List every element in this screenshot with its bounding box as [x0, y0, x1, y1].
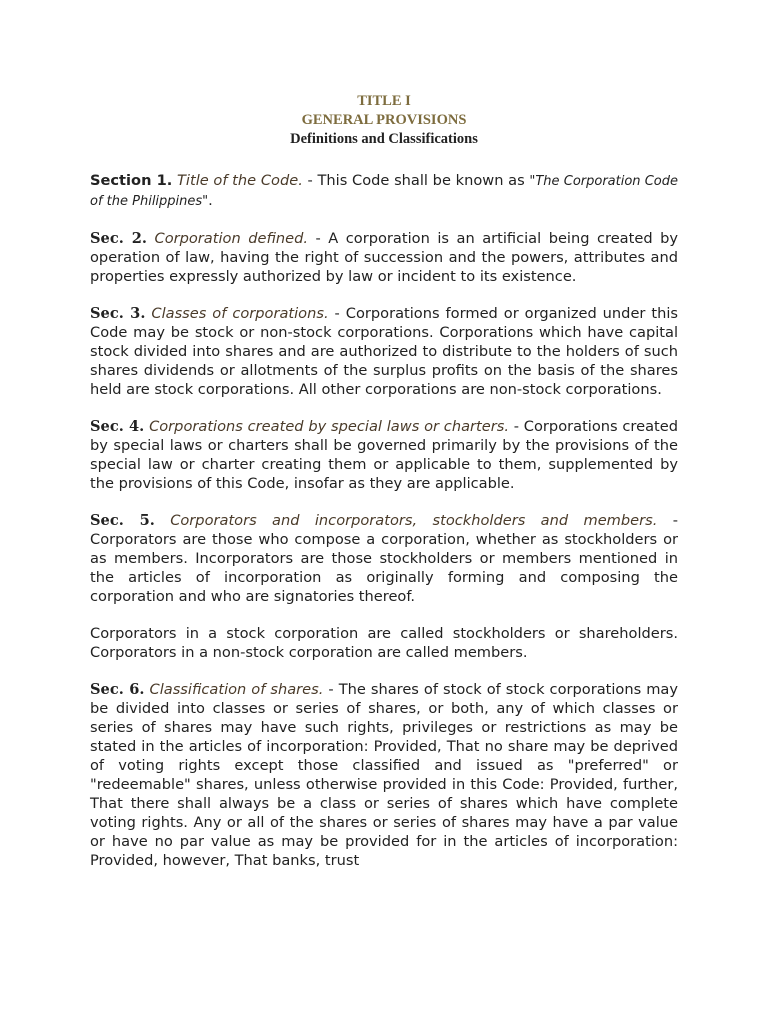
section-4-title: Corporations created by special laws or charters. [149, 418, 509, 435]
section-1-title: Title of the Code. [177, 172, 303, 189]
section-6-label: Sec. 6. [90, 681, 145, 698]
section-2-text: - A corporation is an artificial being created by operation of law, having the right of succession and the powers, attributes and properties expressly authorized by law or incident to its existence. [90, 230, 678, 285]
section-4-text: - Corporations created by special laws or charters shall be governed primarily by the provisions of the special law or charter creating them or applicable to them, supplemented by the provisions of this Code, insofar as they are applicable. [90, 418, 678, 492]
section-6-title: Classification of shares. [149, 681, 324, 698]
section-5-paragraph-2: Corporators in a stock corporation are called stockholders or shareholders. Corporators in a non-stock corporation are called members. [90, 625, 678, 661]
subheading: Definitions and Classifications [290, 131, 478, 147]
section-6 [90, 680, 678, 870]
document-page [90, 92, 678, 870]
section-4-label: Sec. 4. [90, 418, 145, 435]
section-2-label: Sec. 2. [90, 230, 147, 247]
section-1 [90, 171, 678, 211]
section-3 [90, 304, 678, 399]
section-1-text: - This Code shall be known as [302, 172, 530, 189]
document-heading [90, 92, 678, 149]
section-2-title: Corporation defined. [154, 230, 309, 247]
title-heading: TITLE I [357, 93, 411, 109]
section-1-label: Section 1. [90, 172, 173, 189]
section-6-text: - The shares of stock of stock corporations may be divided into classes or series of shares, or both, any of which classes or series of shares may have such rights, privileges or restrictions as may be stated in the articles of incorporation: Provided, That no share may be deprived of voting rights except those classified and issued as "preferred" or "redeemable" shares, unless otherwise provided in this Code: Provided, further, That there shall always be a class or series of shares which have complete voting rights. Any or all of the shares or series of shares may have a par value or have no par value as may be provided for in the articles of incorporation: Provided, however, That banks, trust [90, 681, 678, 869]
section-1-quote: "The Corporation Code of the Philippines" [90, 174, 679, 209]
section-1-end: . [208, 192, 213, 209]
section-5 [90, 511, 678, 606]
section-3-label: Sec. 3. [90, 305, 146, 322]
general-provisions-heading: GENERAL PROVISIONS [301, 112, 467, 128]
section-5-label: Sec. 5. [90, 512, 155, 529]
section-4 [90, 417, 678, 493]
section-3-title: Classes of corporations. [151, 305, 329, 322]
section-2 [90, 229, 678, 286]
section-3-text: - Corporations formed or organized under this Code may be stock or non-stock corporations. Corporations which have capital stock divided into shares and are authorized to distribute to the holders of such shares dividends or allotments of the surplus profits on the basis of the shares held are stock corporations. All other corporations are non-stock corporations. [90, 305, 678, 398]
section-5-title: Corporators and incorporators, stockholders and members. [170, 512, 658, 529]
section-5-text: - Corporators are those who compose a corporation, whether as stockholders or as members. Incorporators are those stockholders or members mentioned in the articles of incorporation as originally forming and composing the corporation and who are signatories thereof. [90, 512, 678, 605]
